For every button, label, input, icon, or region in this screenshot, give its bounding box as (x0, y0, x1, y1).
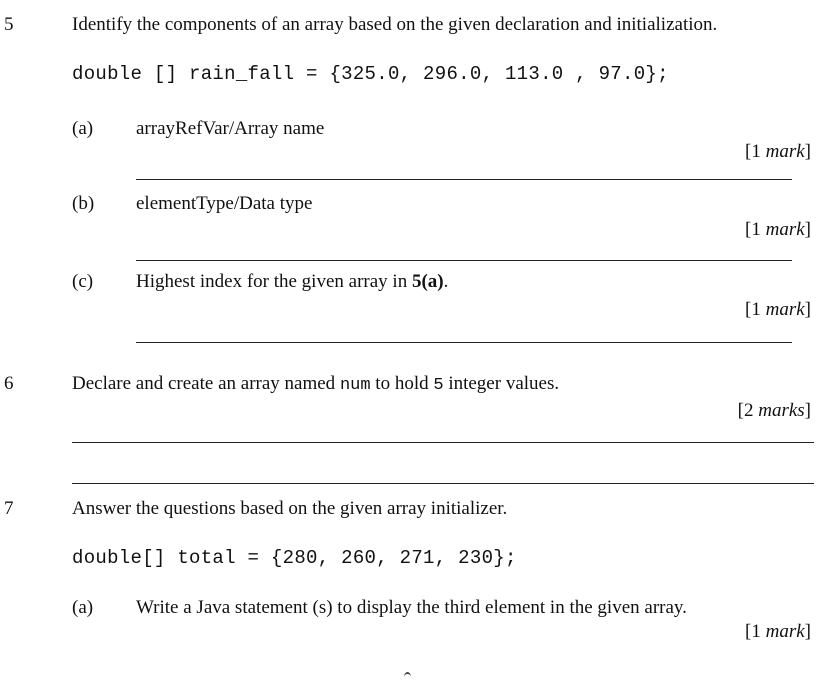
answer-line-5b[interactable] (136, 260, 792, 261)
question-5c-mark: [1 mark] (745, 299, 811, 320)
question-7a-mark: [1 mark] (745, 621, 811, 642)
question-6-prompt: Declare and create an array named num to hold 5 integer values. (72, 373, 560, 395)
question-5c-text: Highest index for the given array in 5(a). (136, 271, 449, 292)
question-7-prompt: Answer the questions based on the given array initializer. (72, 498, 508, 519)
answer-line-5a[interactable] (136, 179, 792, 180)
question-5-code: double [] rain_fall = {325.0, 296.0, 113.0 , 97.0}; (72, 63, 669, 85)
question-7-number: 7 (4, 498, 14, 519)
question-5b-text: elementType/Data type (136, 193, 313, 214)
question-5-prompt: Identify the components of an array based on the given declaration and initialization. (72, 14, 718, 35)
answer-line-5c[interactable] (136, 342, 792, 343)
page-number-fragment (404, 672, 411, 682)
answer-line-6-1[interactable] (72, 442, 814, 443)
answer-line-6-2[interactable] (72, 483, 814, 484)
question-6-mark: [2 marks] (737, 400, 811, 421)
question-7-code: double[] total = {280, 260, 271, 230}; (72, 547, 517, 569)
question-5a-text: arrayRefVar/Array name (136, 118, 325, 139)
question-5c-label: (c) (72, 271, 94, 292)
question-5-number: 5 (4, 14, 14, 35)
question-5a-mark: [1 mark] (745, 141, 811, 162)
question-5b-label: (b) (72, 193, 95, 214)
question-7a-text: Write a Java statement (s) to display the third element in the given array. (136, 597, 687, 618)
question-5a-label: (a) (72, 118, 94, 139)
question-6-number: 6 (4, 373, 14, 394)
question-7a-label: (a) (72, 597, 94, 618)
question-5b-mark: [1 mark] (745, 219, 811, 240)
